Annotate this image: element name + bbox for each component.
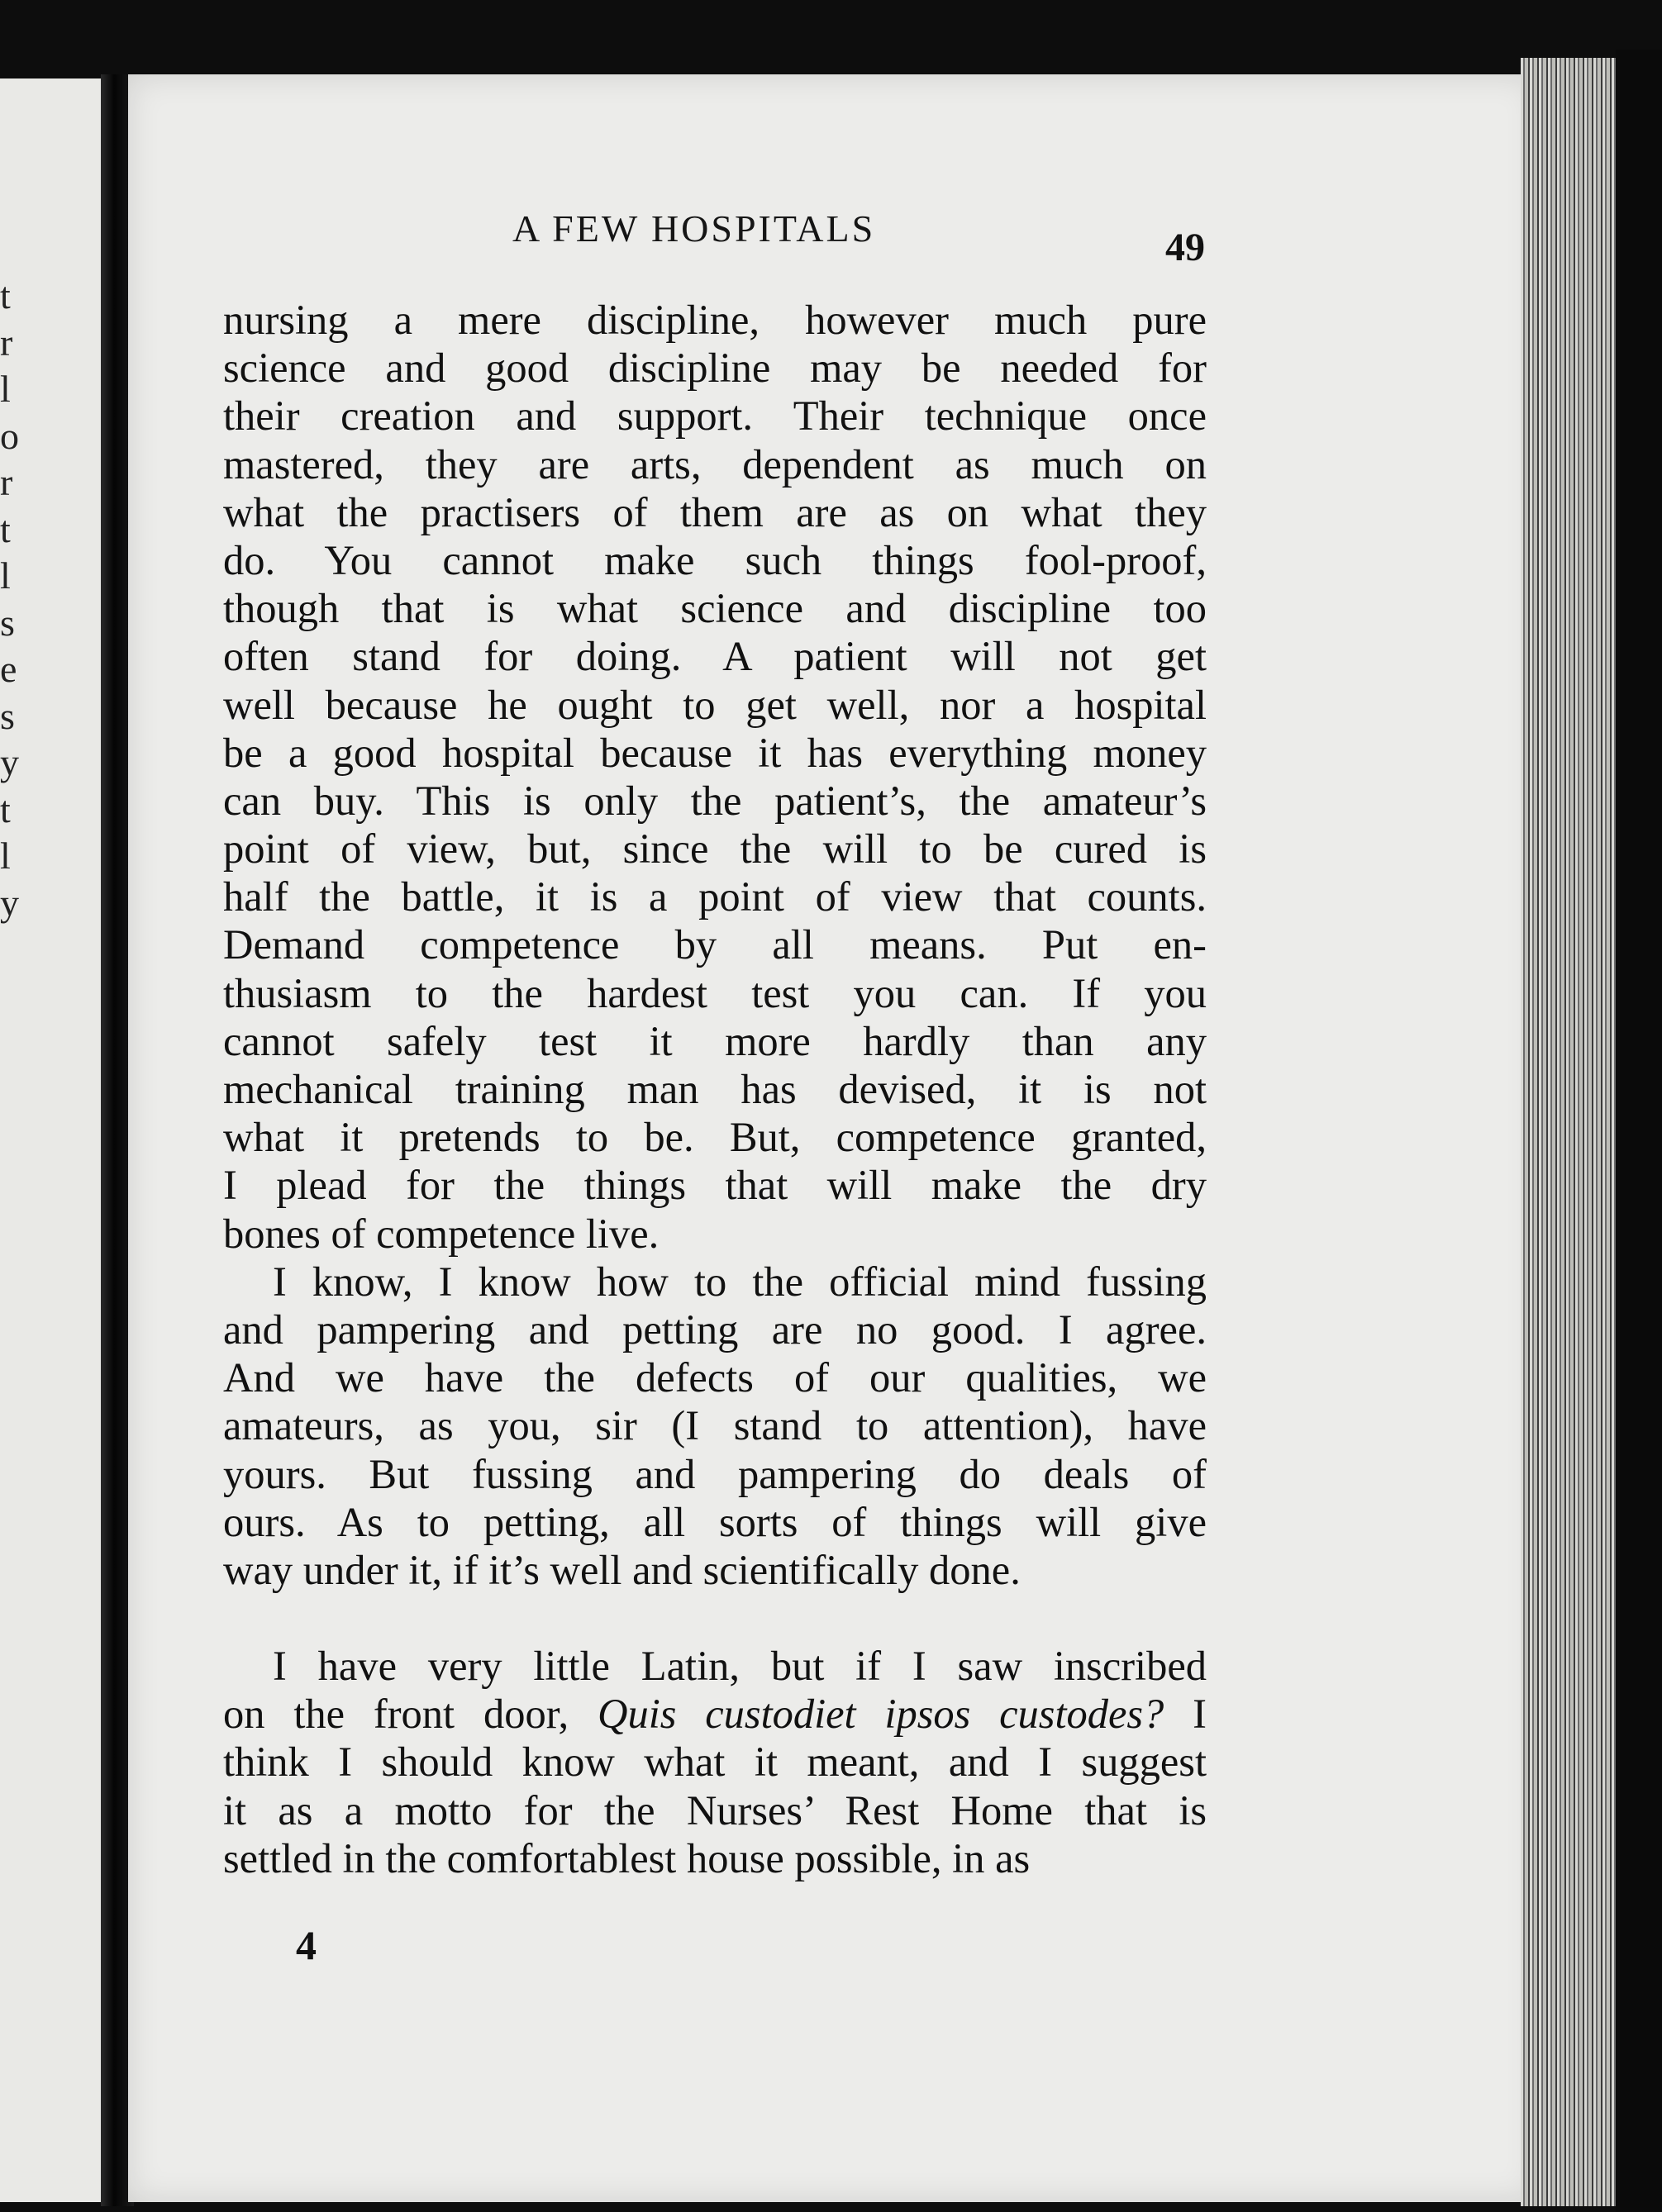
text-line: can buy. This is only the patient’s, the amateur’s: [223, 777, 1207, 824]
text-line: I have very little Latin, but if I saw inscribed: [273, 1643, 1207, 1690]
facing-page-char: t: [0, 507, 11, 550]
facing-page-char: r: [0, 321, 13, 364]
section-break: [223, 1594, 1207, 1642]
text-line: I plead for the things that will make the dry: [223, 1162, 1207, 1209]
text-line: their creation and support. Their technique once: [223, 392, 1207, 440]
paragraph-2: [223, 1258, 1207, 1594]
text-line: what the practisers of them are as on what they: [223, 488, 1207, 535]
text-line: point of view, but, since the will to be cured is: [223, 825, 1207, 873]
paragraph-3: [223, 1642, 1207, 1882]
text-line: well because he ought to get well, nor a hospital: [223, 681, 1207, 728]
facing-page-text-fragments: [0, 273, 17, 926]
text-line: and pampering and petting are no good. I agree.: [223, 1306, 1207, 1353]
page-edges-shadow: [1616, 50, 1662, 2212]
facing-page-char: y: [0, 741, 19, 783]
text-line: bones of competence live.: [223, 1210, 660, 1257]
facing-page-char: l: [0, 554, 11, 597]
text-line: though that is what science and discipline too: [223, 585, 1207, 632]
latin-motto: Quis custodiet ipsos custodes?: [597, 1691, 1164, 1738]
text-line: it as a motto for the Nurses’ Rest Home that is: [223, 1786, 1207, 1834]
signature-mark: 4: [296, 1922, 317, 1968]
text-line: science and good discipline may be needed for: [223, 345, 1207, 392]
text-line: yours. But fussing and pampering do deals of: [223, 1450, 1207, 1497]
running-head: A FEW HOSPITALS: [512, 207, 876, 250]
facing-page-char: l: [0, 835, 11, 877]
facing-page-char: t: [0, 274, 11, 316]
text-line: ours. As to petting, all sorts of things will give: [223, 1498, 1207, 1545]
text-line: mechanical training man has devised, it is not: [223, 1066, 1207, 1112]
facing-page-char: e: [0, 648, 17, 690]
text-line: I know, I know how to the official mind fussing: [273, 1258, 1207, 1305]
text-line: mastered, they are arts, dependent as much on: [223, 440, 1207, 488]
paragraph-1: [223, 296, 1207, 1258]
facing-page-char: l: [0, 368, 11, 410]
text-line: nursing a mere discipline, however much pure: [223, 297, 1207, 343]
facing-page-char: t: [0, 787, 11, 830]
page-number: 49: [1165, 226, 1205, 269]
facing-page-char: s: [0, 601, 15, 644]
text-line: on the front door, Quis custodiet ipsos custodes? I: [223, 1691, 1207, 1738]
text-line: settled in the comfortablest house possible, in as: [223, 1834, 1031, 1881]
body-text: [223, 296, 1207, 1882]
facing-page-char: s: [0, 694, 15, 737]
text-line: think I should know what it meant, and I suggest: [223, 1739, 1207, 1786]
text-line: often stand for doing. A patient will not get: [223, 633, 1207, 680]
text-line: amateurs, as you, sir (I stand to attention), have: [223, 1402, 1207, 1449]
text-line: be a good hospital because it has everything money: [223, 729, 1207, 776]
text-line: cannot safely test it more hardly than any: [223, 1017, 1207, 1064]
text-line: what it pretends to be. But, competence granted,: [223, 1114, 1207, 1161]
text-line: thusiasm to the hardest test you can. If you: [223, 969, 1207, 1016]
facing-page-char: o: [0, 414, 19, 457]
text-line: Demand competence by all means. Put en-: [223, 921, 1207, 968]
facing-page-char: y: [0, 881, 19, 924]
text-line: And we have the defects of our qualities, we: [223, 1354, 1207, 1401]
text-line: do. You cannot make such things fool-proof,: [223, 536, 1207, 583]
text-line: way under it, if it’s well and scientifically done.: [223, 1546, 1021, 1593]
text-line: half the battle, it is a point of view that counts.: [223, 873, 1207, 920]
facing-page-char: r: [0, 461, 13, 503]
